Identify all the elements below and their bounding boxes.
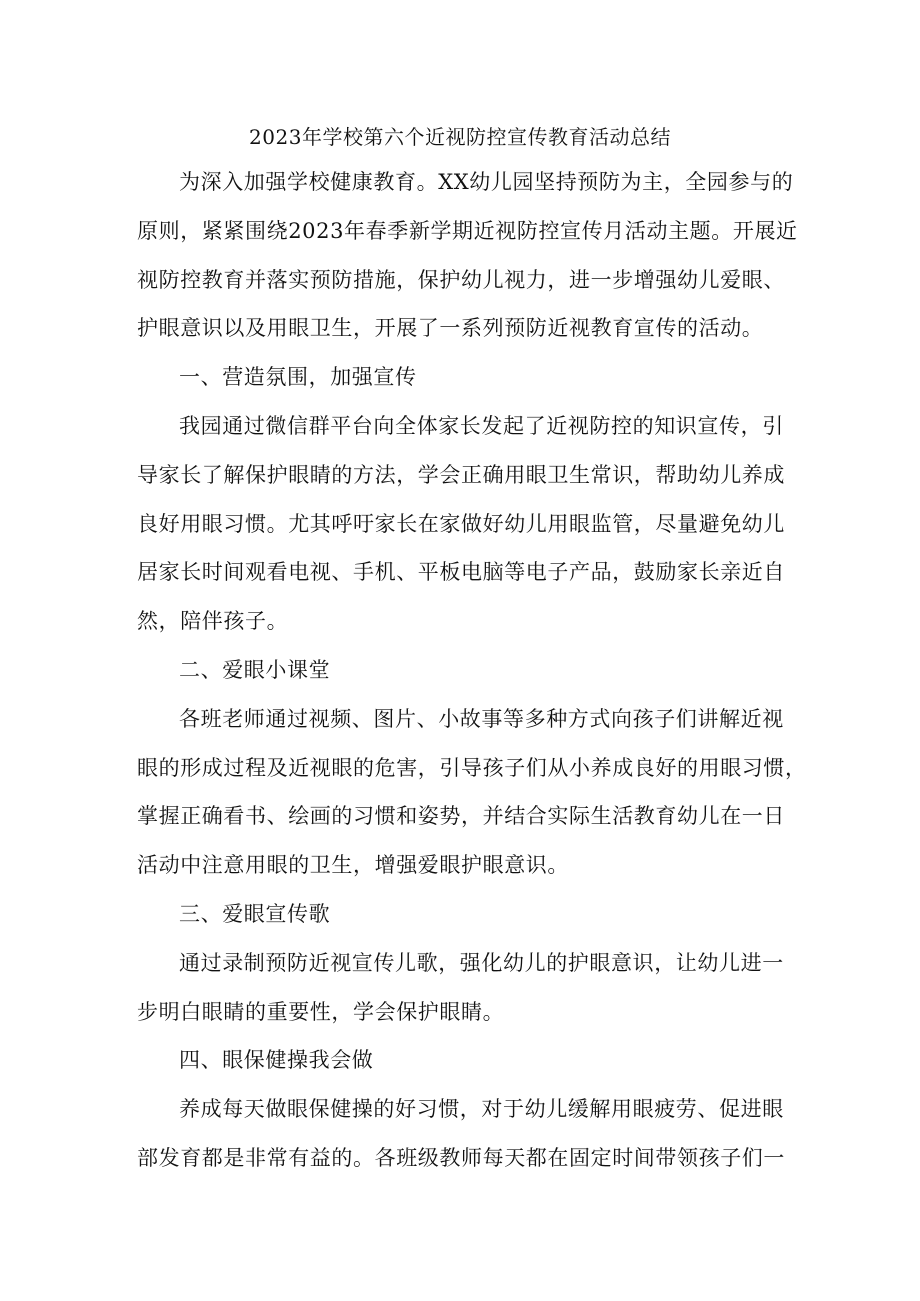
text-line: 为深入加强学校健康教育。XX幼儿园坚持预防为主，全园参与的: [179, 170, 794, 194]
text-line: 然，陪伴孩子。: [137, 609, 289, 634]
text-line: 居家长时间观看电视、手机、平板电脑等电子产品，鼓励家长亲近自: [137, 560, 785, 585]
document-title: 2023年学校第六个近视防控宣传教育活动总结: [249, 125, 671, 149]
text-line: 掌握正确看书、绘画的习惯和姿势，并结合实际生活教育幼儿在一日: [137, 804, 785, 829]
text-line: 一、营造氛围，加强宣传: [179, 365, 417, 390]
text-line: 护眼意识以及用眼卫生，开展了一系列预防近视教育宣传的活动。: [137, 316, 764, 341]
text-line: 三、爱眼宣传歌: [179, 901, 331, 926]
text-line: 良好用眼习惯。尤其呼吁家长在家做好幼儿用眼监管，尽量避免幼儿: [137, 511, 785, 536]
text-line: 二、爱眼小课堂: [179, 657, 331, 682]
text-line: 通过录制预防近视宣传儿歌，强化幼儿的护眼意识，让幼儿进一: [179, 950, 784, 975]
document-body: [137, 164, 807, 1189]
text-line: 各班老师通过视频、图片、小故事等多种方式向孩子们讲解近视: [179, 706, 784, 731]
text-line: 四、眼保健操我会做: [179, 1048, 374, 1073]
text-line: 部发育都是非常有益的。各班级教师每天都在固定时间带领孩子们一: [137, 1145, 785, 1170]
text-line: 我园通过微信群平台向全体家长发起了近视防控的知识宣传，引: [179, 413, 784, 438]
text-line: 养成每天做眼保健操的好习惯，对于幼儿缓解用眼疲劳、促进眼: [179, 1097, 784, 1122]
text-line: 视防控教育并落实预防措施，保护幼儿视力，进一步增强幼儿爱眼、: [137, 267, 785, 292]
text-line: 原则，紧紧围绕2023年春季新学期近视防控宣传月活动主题。开展近: [137, 218, 798, 243]
text-line: 活动中注意用眼的卫生，增强爱眼护眼意识。: [137, 853, 569, 878]
text-line: 眼的形成过程及近视眼的危害，引导孩子们从小养成良好的用眼习惯，: [137, 755, 807, 780]
text-line: 步明白眼睛的重要性，学会保护眼睛。: [137, 999, 505, 1024]
text-line: 导家长了解保护眼睛的方法，学会正确用眼卫生常识，帮助幼儿养成: [137, 462, 785, 487]
